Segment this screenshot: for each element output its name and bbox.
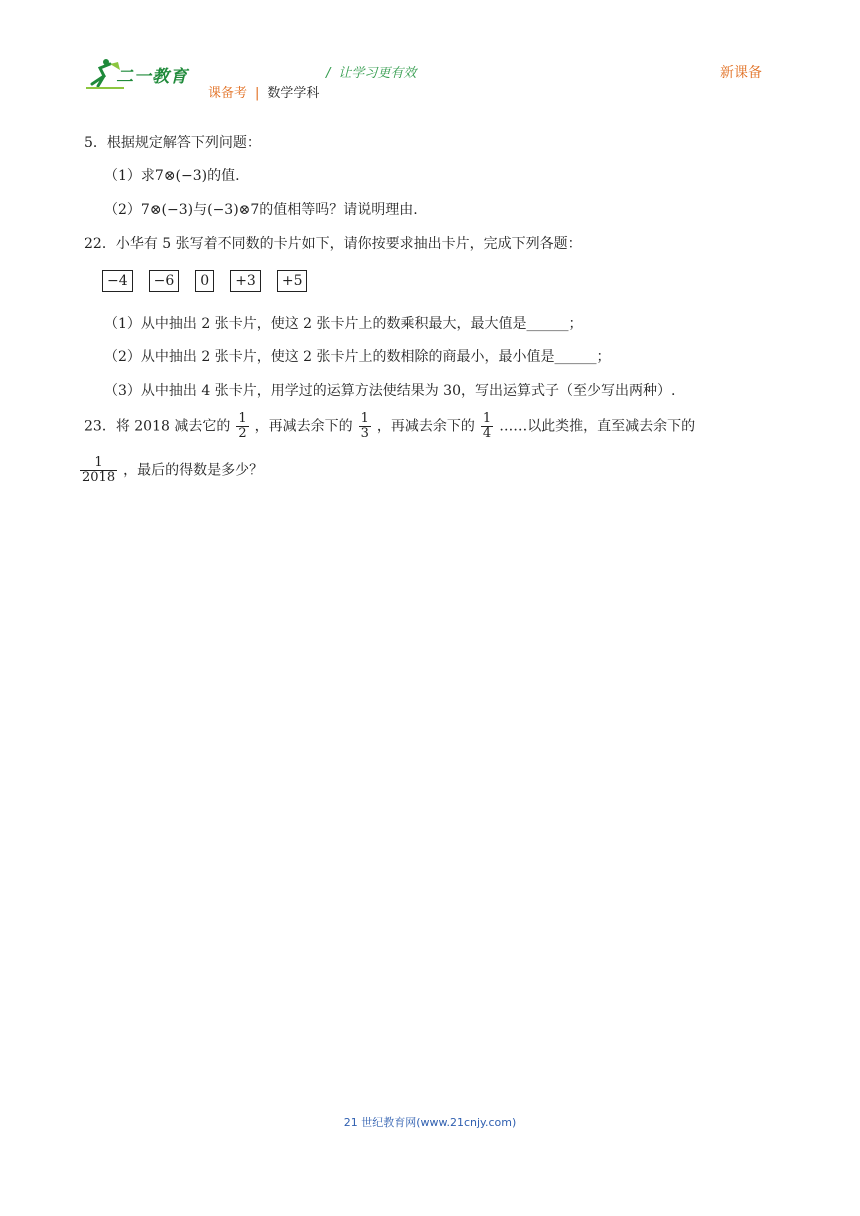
fraction-numerator: 1	[360, 411, 369, 426]
fraction-denominator: 2	[238, 426, 247, 441]
logo-text: 二一教育	[116, 67, 188, 87]
q5-title: 5．根据规定解答下列问题：	[84, 135, 261, 151]
q23-text-1: 23．将 2018 减去它的	[84, 418, 231, 435]
q23-text-4: ……以此类推，直至减去余下的	[499, 418, 696, 435]
fraction-denominator: 3	[360, 426, 369, 441]
fraction-denominator: 4	[482, 426, 492, 441]
fraction-half	[236, 412, 248, 441]
slogan-slash: /	[326, 66, 331, 81]
q23-text-5: ，最后的得数是多少？	[123, 462, 264, 479]
fraction-1-2018	[80, 456, 117, 485]
footer-source: 21 世纪教育网(www.21cnjy.com)	[343, 1116, 517, 1129]
card-2: −6	[149, 270, 180, 292]
q23-text-2: ，再减去余下的	[254, 418, 353, 435]
q23-line2	[80, 456, 263, 485]
q22-part2: （2）从中抽出 2 张卡片，使这 2 张卡片上的数相除的商最小，最小值是______；	[104, 349, 611, 365]
q5-part2: （2）7⊗(−3)与(−3)⊗7的值相等吗？请说明理由.	[104, 202, 418, 218]
fraction-numerator: 1	[238, 411, 247, 426]
q23-text-3: ，再减去余下的	[376, 418, 475, 435]
fraction-third	[359, 412, 371, 441]
slogan	[326, 62, 416, 81]
new-course-label: 新课备	[720, 65, 762, 81]
slogan-text: 让学习更有效	[338, 66, 417, 81]
fraction-numerator: 1	[94, 455, 103, 470]
card-5: +5	[277, 270, 308, 292]
fraction-denominator: 2018	[82, 470, 116, 485]
subject-line	[208, 82, 319, 101]
subject-left: 课备考	[208, 86, 248, 101]
q23-line1	[84, 412, 695, 441]
card-1: −4	[102, 270, 133, 292]
number-cards	[102, 270, 323, 292]
fraction-quarter	[481, 412, 493, 441]
q22-title: 22．小华有 5 张写着不同数的卡片如下，请你按要求抽出卡片，完成下列各题：	[84, 236, 582, 252]
page-header	[0, 0, 860, 110]
card-3: 0	[195, 270, 214, 292]
subject-right: 数学学科	[267, 86, 320, 101]
q5-part1: （1）求7⊗(−3)的值.	[104, 168, 240, 184]
card-4: +3	[230, 270, 261, 292]
q22-part3: （3）从中抽出 4 张卡片，用学过的运算方法使结果为 30，写出运算式子（至少写出两种）.	[104, 383, 676, 399]
subject-separator: |	[255, 86, 260, 101]
q22-part1: （1）从中抽出 2 张卡片，使这 2 张卡片上的数乘积最大，最大值是______；	[104, 316, 583, 332]
fraction-numerator: 1	[482, 411, 492, 426]
